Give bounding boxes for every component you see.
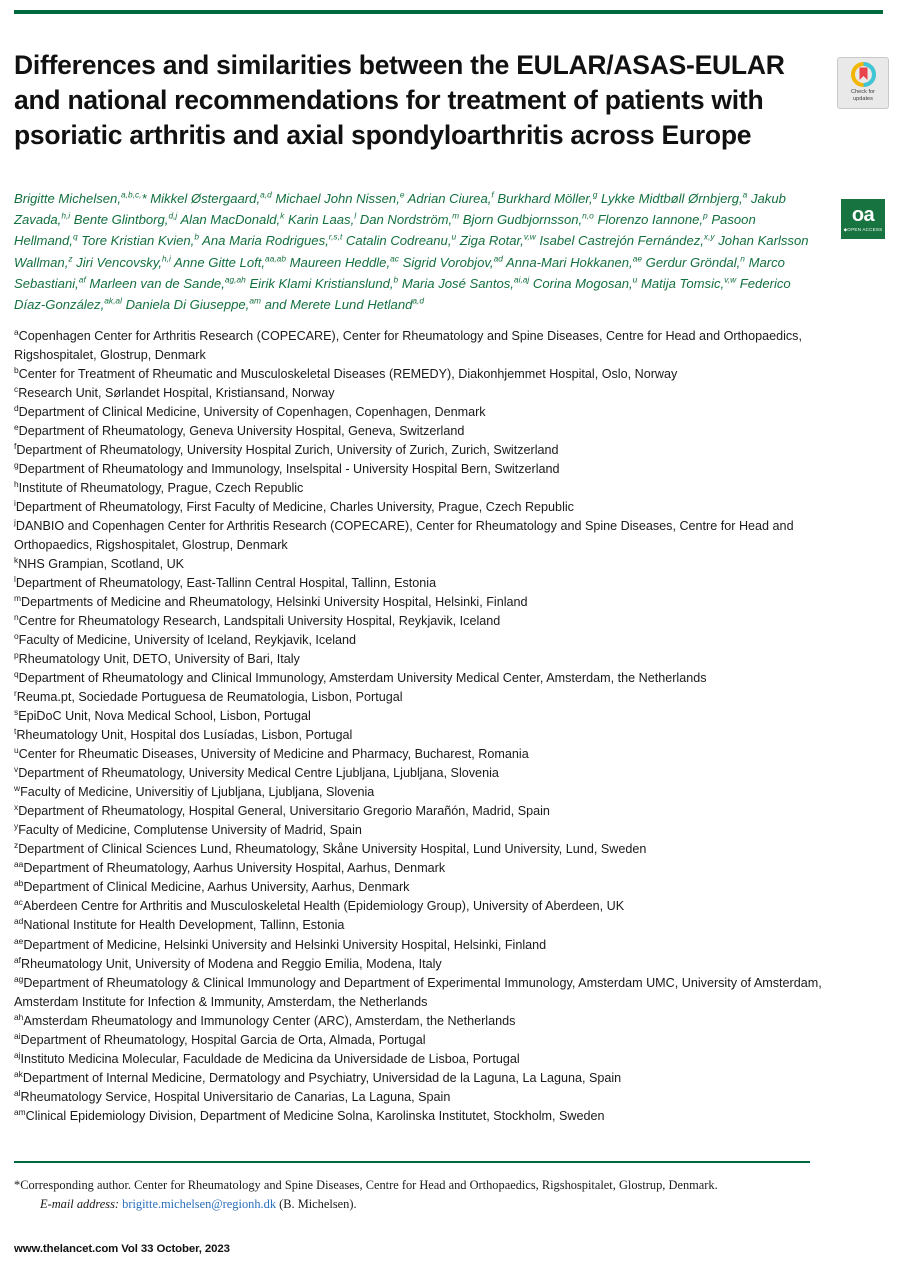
affiliation-item [14, 936, 829, 955]
affiliation-item [14, 555, 829, 574]
affiliation-text: Center for Treatment of Rheumatic and Musculoskeletal Diseases (REMEDY), Diakonhjemmet Hospital, Oslo, Norway [18, 367, 678, 382]
affiliation-item [14, 422, 829, 441]
affiliation-item [14, 1031, 829, 1050]
affiliation-item [14, 327, 829, 365]
crossmark-label-line1: Check for [851, 89, 875, 95]
affiliation-marker: ae [14, 935, 24, 946]
affiliation-text: Department of Rheumatology, Hospital Garcia de Orta, Almada, Portugal [20, 1032, 426, 1047]
affiliation-item [14, 916, 829, 935]
affiliation-marker: i [14, 497, 16, 508]
affiliation-item [14, 726, 829, 745]
affiliation-text: National Institute for Health Development, Tallinn, Estonia [23, 918, 345, 933]
affiliation-text: Center for Rheumatic Diseases, University of Medicine and Pharmacy, Bucharest, Romania [18, 747, 529, 762]
affiliation-text: EpiDoC Unit, Nova Medical School, Lisbon, Portugal [18, 709, 311, 724]
affiliation-item [14, 859, 829, 878]
affiliation-item [14, 650, 829, 669]
affiliation-marker: a [14, 326, 19, 337]
affiliation-marker: z [14, 840, 19, 851]
affiliation-text: Centre for Rheumatology Research, Landspitali University Hospital, Reykjavik, Iceland [18, 614, 501, 629]
affiliation-marker: af [14, 954, 21, 965]
affiliation-item [14, 517, 829, 555]
affiliation-text: Rheumatology Unit, Hospital dos Lusíadas, Lisbon, Portugal [16, 728, 353, 743]
affiliation-item [14, 783, 829, 802]
title-block [14, 48, 814, 154]
affiliation-marker: h [14, 478, 19, 489]
affiliation-item [14, 574, 829, 593]
affiliation-marker: m [14, 593, 21, 604]
affiliation-item [14, 631, 829, 650]
affiliation-marker: r [14, 688, 17, 699]
affiliation-text: DANBIO and Copenhagen Center for Arthritis Research (COPECARE), Center for Rheumatology and Spine Diseases, Centre for Head and Orthopaedics, Rigshospitalet, Glostrup, Denmark [14, 519, 794, 553]
affiliation-text: Rheumatology Service, Hospital Universitario de Canarias, La Laguna, Spain [20, 1089, 451, 1104]
affiliation-item [14, 1107, 829, 1126]
affiliation-item [14, 612, 829, 631]
affiliation-marker: s [14, 707, 19, 718]
email-attribution: (B. Michelsen). [279, 1196, 357, 1211]
affiliation-text: Department of Rheumatology, University Medical Centre Ljubljana, Ljubljana, Slovenia [18, 766, 499, 781]
affiliation-marker: ak [14, 1068, 23, 1079]
affiliation-marker: d [14, 402, 19, 413]
affiliation-text: Department of Rheumatology and Clinical Immunology, Amsterdam University Medical Center, Amsterdam, the Netherlands [18, 671, 707, 686]
affiliation-text: Copenhagen Center for Arthritis Research (COPECARE), Center for Rheumatology and Spine Diseases, Centre for Head and Orthopaedics, Rigshospitalet, Glostrup, Denmark [14, 329, 802, 363]
affiliation-text: Department of Clinical Sciences Lund, Rheumatology, Skåne University Hospital, Lund University, Lund, Sweden [18, 842, 647, 857]
top-rule-divider [14, 10, 883, 14]
affiliation-text: Department of Rheumatology, University Hospital Zurich, University of Zurich, Zurich, Switzerland [16, 443, 559, 458]
crossmark-label [851, 89, 875, 103]
affiliation-marker: x [14, 802, 19, 813]
affiliation-text: NHS Grampian, Scotland, UK [18, 557, 185, 572]
affiliation-marker: l [14, 574, 16, 585]
affiliation-text: Rheumatology Unit, DETO, University of Bari, Italy [18, 652, 300, 667]
affiliation-text: Department of Rheumatology, Geneva University Hospital, Geneva, Switzerland [18, 424, 465, 439]
affiliation-text: Department of Rheumatology, Aarhus University Hospital, Aarhus, Denmark [23, 861, 446, 876]
affiliation-text: Departments of Medicine and Rheumatology, Helsinki University Hospital, Helsinki, Finland [20, 595, 528, 610]
affiliation-text: Department of Medicine, Helsinki University and Helsinki University Hospital, Helsinki, Finland [23, 937, 547, 952]
affiliation-text: Research Unit, Sørlandet Hospital, Kristiansand, Norway [18, 386, 335, 401]
affiliation-text: Faculty of Medicine, University of Iceland, Reykjavik, Iceland [18, 633, 357, 648]
affiliation-item [14, 441, 829, 460]
affiliation-text: Department of Clinical Medicine, Aarhus University, Aarhus, Denmark [23, 880, 410, 895]
affiliation-text: Department of Internal Medicine, Dermatology and Psychiatry, Universidad de la Laguna, La Laguna, Spain [22, 1070, 622, 1085]
affiliation-item [14, 878, 829, 897]
affiliation-marker: ai [14, 1030, 21, 1041]
affiliation-item [14, 707, 829, 726]
affiliation-text: Institute of Rheumatology, Prague, Czech Republic [18, 481, 304, 496]
affiliation-marker: b [14, 364, 19, 375]
affiliation-marker: e [14, 421, 19, 432]
affiliation-item [14, 479, 829, 498]
affiliation-item [14, 764, 829, 783]
affiliation-item [14, 840, 829, 859]
affiliation-marker: ag [14, 973, 24, 984]
open-access-mark: oa [851, 204, 875, 226]
affiliation-marker: y [14, 821, 19, 832]
affiliation-marker: aj [14, 1049, 21, 1060]
affiliation-marker: c [14, 383, 19, 394]
affiliation-text: Department of Clinical Medicine, University of Copenhagen, Copenhagen, Denmark [18, 405, 486, 420]
affiliation-marker: o [14, 631, 19, 642]
page-title: Differences and similarities between the EULAR/ASAS-EULAR and national recommendations for treatment of patients with psoriatic arthritis and axial spondyloarthritis across Europe [14, 50, 785, 151]
affiliation-list [14, 327, 829, 1126]
affiliation-item [14, 745, 829, 764]
affiliation-item [14, 802, 829, 821]
open-access-label: ◆OPEN ACCESS [843, 227, 883, 232]
affiliation-marker: g [14, 459, 19, 470]
affiliation-marker: n [14, 612, 19, 623]
author-list: Brigitte Michelsen,$^{a,b,c,}$* Mikkel Østergaard,$^{a,d}$ Michael John Nissen,$^e$ Adrian Ciurea,$^f$ Burkhard Möller,$^g$ Lykke Midtbøll Ørnbjerg,$^a$ Jakub Zavada,$^{h,i}$ Bente Glintborg,$^{d,j}$ Alan MacDonald,$^k$ Karin Laas,$^l$ Dan Nordström,$^m$ Bjorn Gudbjornsson,$^{n,o}$ Florenzo Iannone,$^p$ Pasoon Hellmand,$^q$ Tore Kristian Kvien,$^b$ Ana Maria Rodrigues,$^{r,s,t}$ Catalin Codreanu,$^u$ Ziga Rotar,$^{v,w}$ Isabel Castrejón Fernández,$^{x,y}$ Johan Karlsson Wallman,$^z$ Jiri Vencovsky,$^{h,i}$ Anne Gitte Loft,$^{aa,ab}$ Maureen Heddle,$^{ac}$ Sigrid Vorobjov,$^{ad}$ Anna-Mari Hokkanen,$^{ae}$ Gerdur Gröndal,$^n$ Marco Sebastiani,$^{af}$ Marleen van de Sande,$^{ag,ah}$ Eirik Klami Kristianslund,$^b$ Maria José Santos,$^{ai,aj}$ Corina Mogosan,$^u$ Matija Tomsic,$^{v,w}$ Federico Díaz-González,$^{ak,al}$ Daniela Di Giuseppe,$^{am}$ and Merete Lund Hetland$^{a,d}$ [14, 189, 809, 313]
affiliation-text: Department of Rheumatology & Clinical Immunology and Department of Experimental Immunology, Amsterdam UMC, University of Amsterdam, Amsterdam Institute for Infection & Immunity, Amsterdam, the Netherlands [14, 975, 822, 1009]
affiliation-marker: j [14, 516, 16, 527]
affiliation-marker: am [14, 1106, 26, 1117]
affiliation-marker: u [14, 745, 19, 756]
affiliation-marker: aa [14, 859, 24, 870]
affiliation-text: Department of Rheumatology and Immunology, Inselspital - University Hospital Bern, Switzerland [18, 462, 560, 477]
affiliation-text: Reuma.pt, Sociedade Portuguesa de Reumatologia, Lisbon, Portugal [16, 690, 403, 705]
email-note [14, 1195, 814, 1214]
open-access-badge[interactable] [841, 199, 885, 239]
affiliation-text: Faculty of Medicine, Complutense University of Madrid, Spain [18, 823, 362, 838]
footnote-divider [14, 1161, 810, 1163]
affiliation-item [14, 460, 829, 479]
affiliation-item [14, 593, 829, 612]
affiliation-item [14, 498, 829, 517]
crossmark-badge[interactable] [837, 57, 889, 109]
affiliation-item [14, 669, 829, 688]
affiliation-text: Faculty of Medicine, Universitiy of Ljubljana, Ljubljana, Slovenia [20, 785, 375, 800]
affiliation-item [14, 1050, 829, 1069]
affiliation-item [14, 365, 829, 384]
affiliation-item [14, 688, 829, 707]
affiliation-marker: f [14, 440, 17, 451]
affiliation-marker: v [14, 764, 19, 775]
affiliation-text: Department of Rheumatology, East-Tallinn Central Hospital, Tallinn, Estonia [15, 576, 437, 591]
affiliation-marker: w [14, 783, 21, 794]
affiliation-item [14, 974, 829, 1012]
affiliation-text: Department of Rheumatology, Hospital General, Universitario Gregorio Marañón, Madrid, Spain [18, 804, 550, 819]
crossmark-label-line2: updates [853, 95, 873, 102]
affiliation-text: Clinical Epidemiology Division, Department of Medicine Solna, Karolinska Institutet, Stockholm, Sweden [25, 1108, 605, 1123]
affiliation-item [14, 1088, 829, 1107]
journal-footer: www.thelancet.com Vol 33 October, 2023 [14, 1243, 230, 1255]
affiliation-marker: ac [14, 897, 23, 908]
footnote-block [14, 1176, 814, 1213]
affiliation-marker: ad [14, 916, 24, 927]
affiliation-marker: q [14, 669, 19, 680]
affiliation-marker: al [14, 1087, 21, 1098]
crossmark-icon [851, 62, 876, 87]
affiliation-text: Aberdeen Centre for Arthritis and Musculoskeletal Health (Epidemiology Group), University of Aberdeen, UK [22, 899, 625, 914]
affiliation-item [14, 1069, 829, 1088]
affiliation-text: Department of Rheumatology, First Faculty of Medicine, Charles University, Prague, Czech Republic [15, 500, 574, 515]
email-label: E-mail address: [40, 1196, 120, 1211]
affiliation-item [14, 403, 829, 422]
affiliation-marker: t [14, 726, 17, 737]
affiliation-text: Rheumatology Unit, University of Modena and Reggio Emilia, Modena, Italy [21, 956, 442, 971]
affiliation-marker: k [14, 555, 19, 565]
affiliation-text: Instituto Medicina Molecular, Faculdade de Medicina da Universidade de Lisboa, Portugal [20, 1051, 520, 1066]
affiliation-text: Amsterdam Rheumatology and Immunology Center (ARC), Amsterdam, the Netherlands [23, 1013, 516, 1028]
affiliation-marker: ah [14, 1011, 24, 1022]
email-link[interactable]: brigitte.michelsen@regionh.dk [122, 1196, 277, 1211]
affiliation-item [14, 821, 829, 840]
affiliation-item [14, 897, 829, 916]
affiliation-marker: p [14, 650, 19, 661]
affiliation-marker: ab [14, 878, 24, 889]
corresponding-author-note: *Corresponding author. Center for Rheumatology and Spine Diseases, Centre for Head and Orthopaedics, Rigshospitalet, Glostrup, Denmark. [14, 1178, 718, 1192]
affiliation-item [14, 384, 829, 403]
affiliation-item [14, 955, 829, 974]
affiliation-item [14, 1012, 829, 1031]
